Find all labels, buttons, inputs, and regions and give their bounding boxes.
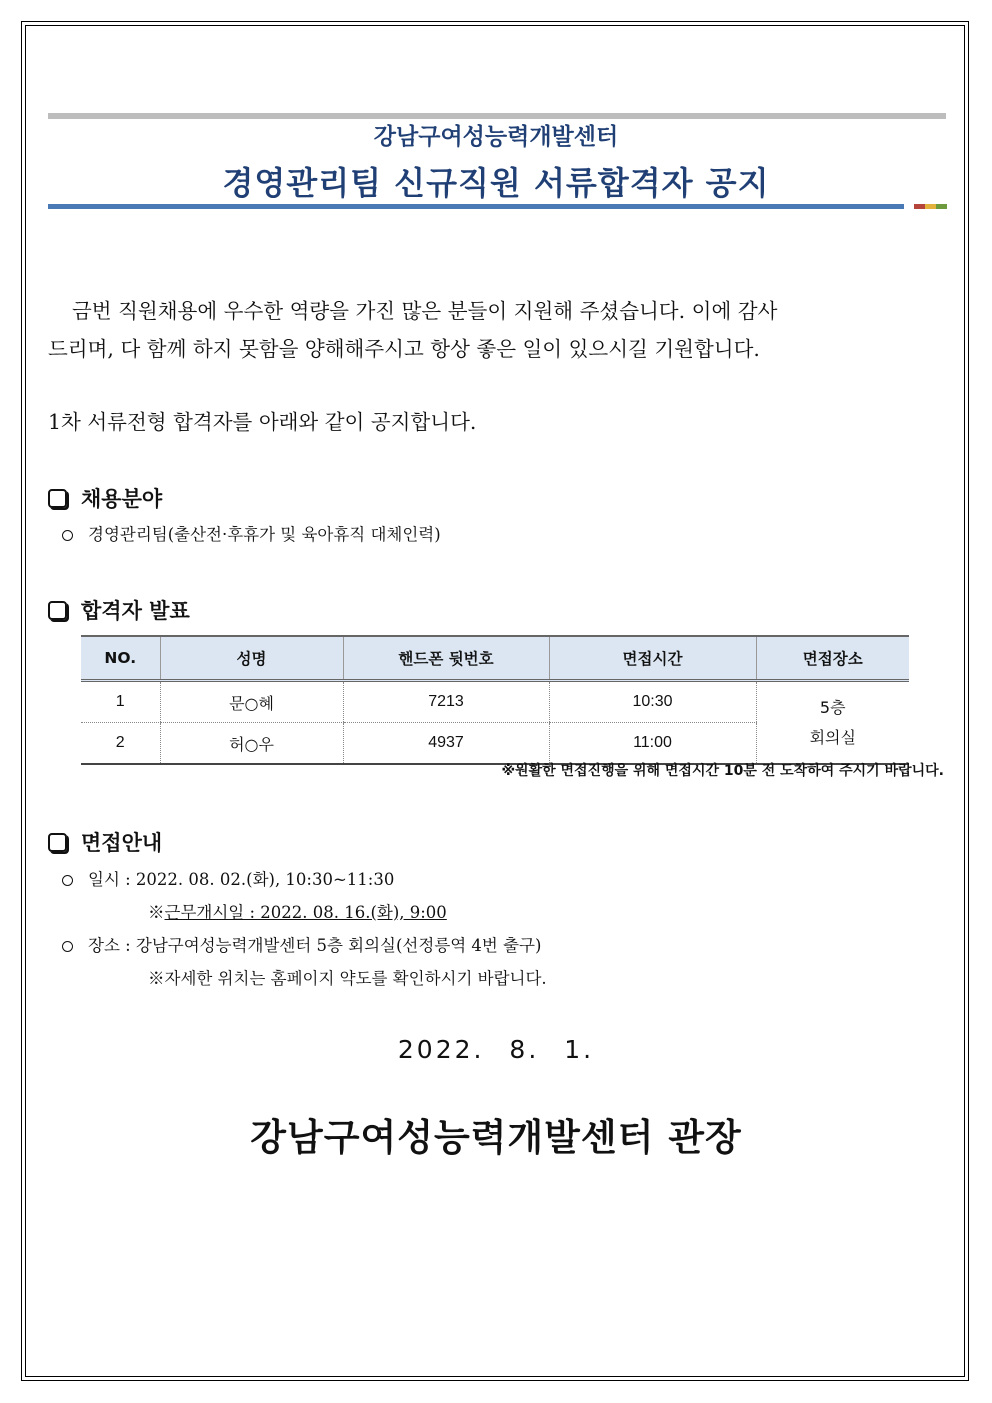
intro-line-2: 드리며, 다 함께 하지 못함을 양해해주시고 항상 좋은 일이 있으시길 기원합니다. <box>48 337 760 361</box>
header-accent-bars <box>914 204 947 209</box>
checkbox-icon <box>48 601 67 620</box>
intro-line-1: 금번 직원채용에 우수한 역량을 가진 많은 분들이 지원해 주셨습니다. 이에 감사 <box>72 299 778 323</box>
cell-no: 1 <box>81 681 160 723</box>
header-no: NO. <box>81 636 160 681</box>
results-table <box>81 635 909 765</box>
section-title: 합격자 발표 <box>81 598 190 623</box>
accent-green <box>936 204 947 209</box>
note-mark: ※ <box>148 903 165 922</box>
section-title: 채용분야 <box>81 486 163 511</box>
interview-location-text: 장소 : 강남구여성능력개발센터 5층 회의실(선정릉역 4번 출구) <box>88 936 542 955</box>
interview-datetime-text: 일시 : 2022. 08. 02.(화), 10:30~11:30 <box>88 870 395 889</box>
cell-phone: 7213 <box>343 681 549 723</box>
signature: 강남구여성능력개발센터 관장 <box>250 1116 742 1159</box>
accent-red <box>914 204 925 209</box>
start-date-note <box>148 902 447 924</box>
page-title: 경영관리팀 신규직원 서류합격자 공지 <box>222 164 770 202</box>
section-interview-info <box>48 827 162 857</box>
notice-date: 2022. 8. 1. <box>397 1035 595 1064</box>
cell-phone: 4937 <box>343 723 549 765</box>
accent-yellow <box>925 204 936 209</box>
checkbox-icon <box>48 489 67 508</box>
section-results <box>48 595 190 625</box>
cell-time: 10:30 <box>549 681 756 723</box>
checkbox-icon <box>48 833 67 852</box>
interview-location-item <box>62 935 541 957</box>
cell-name: 문○혜 <box>160 681 343 723</box>
notice-line: 1차 서류전형 합격자를 아래와 같이 공지합니다. <box>48 410 477 434</box>
header-bottom-rule <box>48 204 904 209</box>
cell-no: 2 <box>81 723 160 765</box>
recruitment-field-item <box>62 524 441 546</box>
place-room: 회의실 <box>809 727 856 747</box>
table-row <box>81 681 909 723</box>
circle-bullet-icon <box>62 530 73 541</box>
start-date-text: 근무개시일 : 2022. 08. 16.(화), 9:00 <box>164 903 447 922</box>
header-time: 면접시간 <box>549 636 756 681</box>
interview-datetime-item <box>62 869 394 891</box>
circle-bullet-icon <box>62 941 73 952</box>
organization-name: 강남구여성능력개발센터 <box>373 124 619 150</box>
location-note: ※자세한 위치는 홈페이지 약도를 확인하시기 바랍니다. <box>148 969 547 988</box>
recruitment-field-text: 경영관리팀(출산전·후휴가 및 육아휴직 대체인력) <box>88 525 441 544</box>
header-place: 면접장소 <box>756 636 909 681</box>
table-note: ※원활한 면접진행을 위해 면접시간 10분 전 도착하여 주시기 바랍니다. <box>501 763 944 779</box>
intro-paragraph <box>48 292 946 368</box>
section-title: 면접안내 <box>81 830 163 855</box>
table-header-row <box>81 636 909 681</box>
cell-time: 11:00 <box>549 723 756 765</box>
header-name: 성명 <box>160 636 343 681</box>
place-floor: 5층 <box>819 697 846 717</box>
circle-bullet-icon <box>62 875 73 886</box>
section-recruitment-field <box>48 483 162 513</box>
cell-place <box>756 681 909 765</box>
header-phone: 핸드폰 뒷번호 <box>343 636 549 681</box>
cell-name: 허○우 <box>160 723 343 765</box>
